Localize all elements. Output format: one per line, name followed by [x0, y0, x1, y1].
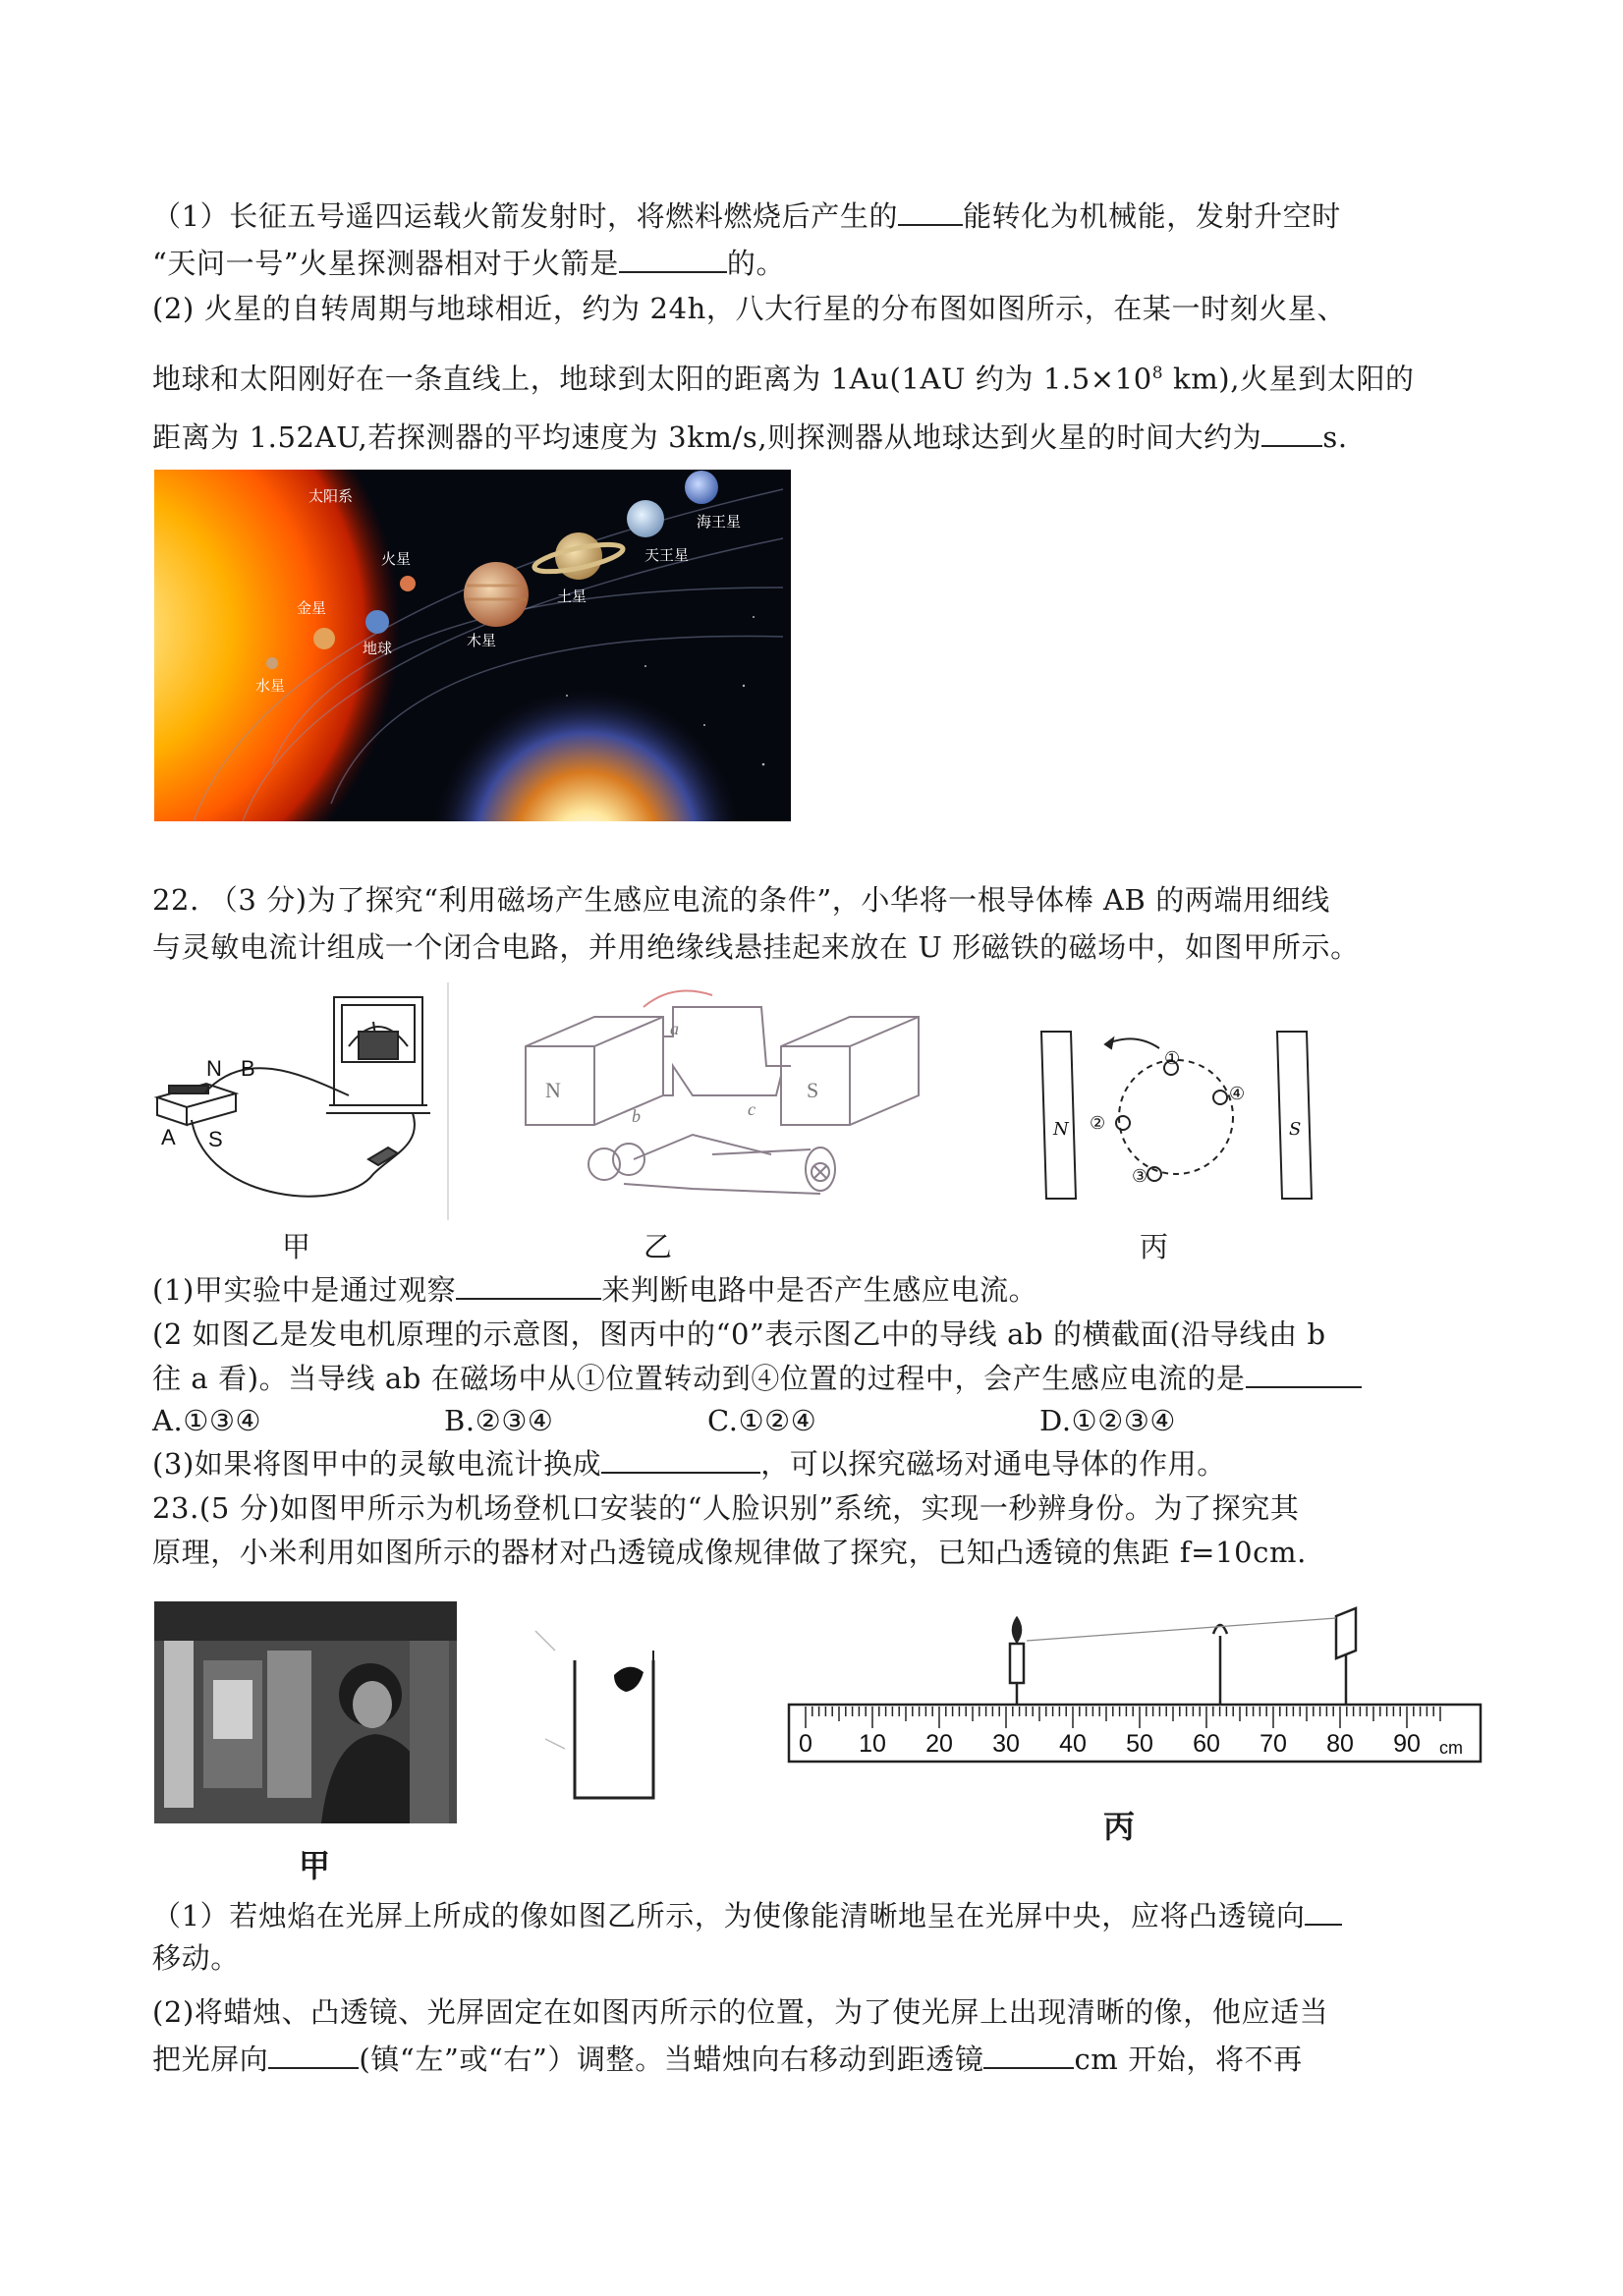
ruler-tick-label: 50 — [1126, 1730, 1153, 1758]
ruler-tick-label: 70 — [1259, 1730, 1287, 1758]
ruler-unit: cm — [1439, 1738, 1463, 1758]
bing-label-s: S — [1289, 1119, 1302, 1140]
answer-blank[interactable] — [1305, 1898, 1342, 1926]
yi-label-a: a — [670, 1019, 679, 1038]
ruler-tick-label: 60 — [1193, 1730, 1220, 1758]
caption-bing-23: 丙 — [1103, 1808, 1136, 1845]
caption-jia-23: 甲 — [299, 1847, 331, 1884]
solar-system-image — [154, 470, 791, 821]
candle — [1010, 1644, 1024, 1683]
generator-diagram — [516, 987, 928, 1223]
saturn-label: 土星 — [557, 588, 588, 605]
text: 地球和太阳刚好在一条直线上，地球到太阳的距离为 1Au(1AU 约为 1.5×10 — [152, 362, 1152, 396]
ruler-tick-label: 90 — [1393, 1730, 1421, 1758]
yi-label-b: b — [632, 1106, 641, 1126]
figure-bing-optical-bench — [781, 1596, 1488, 1798]
exponent: 8 — [1151, 364, 1164, 383]
answer-blank[interactable] — [983, 2042, 1074, 2069]
q22-intro-line1: 22. （3 分)为了探究“利用磁场产生感应电流的条件”，小华将一根导体棒 AB 的两端用细线 — [152, 883, 1330, 917]
screen-diagram — [516, 1592, 673, 1808]
bing-position-2: ② — [1090, 1113, 1106, 1134]
neptune-label: 海王星 — [697, 513, 742, 531]
text: ，可以探究磁场对通电导体的作用。 — [760, 1447, 1226, 1481]
jupiter-planet — [464, 562, 529, 627]
q22-option-b[interactable]: B.②③④ — [444, 1404, 554, 1437]
answer-blank[interactable] — [1246, 1361, 1362, 1388]
answer-blank[interactable] — [898, 198, 963, 226]
divider — [447, 982, 449, 1220]
text: km),火星到太阳的 — [1163, 362, 1415, 396]
jia-label-s: S — [208, 1127, 223, 1151]
text: (镇“左”或“右”）调整。当蜡烛向右移动到距透镜 — [359, 2043, 984, 2076]
mars-label: 火星 — [381, 550, 412, 568]
q22-question3 — [152, 1446, 1226, 1482]
q22-option-c[interactable]: C.①②④ — [707, 1404, 817, 1437]
text: 往 a 看)。当导线 ab 在磁场中从①位置转动到④位置的过程中，会产生感应电流的是 — [152, 1362, 1246, 1395]
text: s. — [1322, 420, 1348, 454]
q23-intro-line1: 23.(5 分)如图甲所示为机场登机口安装的“人脸识别”系统，实现一秒辨身份。为了探究其 — [152, 1491, 1300, 1525]
light-screen — [1336, 1608, 1356, 1658]
q21-part1-line1 — [152, 198, 1341, 234]
q23-question2-line2 — [152, 2042, 1303, 2077]
photo-image — [154, 1601, 457, 1823]
jia-label-a: A — [161, 1125, 176, 1149]
text: (1)甲实验中是通过观察 — [152, 1273, 457, 1307]
optical-bench-diagram — [781, 1596, 1488, 1798]
solar-title-label: 太阳系 — [308, 487, 354, 505]
text: 距离为 1.52AU,若探测器的平均速度为 3km/s,则探测器从地球达到火星的时间大约为 — [152, 420, 1262, 454]
figure-jia-galvanometer-setup — [147, 987, 442, 1223]
earth-planet — [365, 610, 389, 634]
uranus-label: 天王星 — [644, 546, 690, 564]
face-recognition-photo — [154, 1601, 457, 1823]
q23-question1-line1 — [152, 1898, 1342, 1933]
ruler-tick-label: 0 — [799, 1730, 812, 1758]
ruler-tick-label: 40 — [1059, 1730, 1087, 1758]
text: (3)如果将图甲中的灵敏电流计换成 — [152, 1447, 602, 1481]
mercury-planet — [266, 657, 278, 669]
answer-blank[interactable] — [268, 2042, 359, 2069]
q23-question1-line2: 移动。 — [152, 1941, 240, 1975]
q23-intro-line2: 原理，小米利用如图所示的器材对凸透镜成像规律做了探究，已知凸透镜的焦距 f=10cm. — [152, 1536, 1307, 1569]
yi-label-c: c — [748, 1099, 756, 1119]
answer-blank[interactable] — [601, 1446, 760, 1474]
q22-option-d[interactable]: D.①②③④ — [1039, 1404, 1177, 1437]
answer-blank[interactable] — [619, 246, 727, 273]
caption-yi: 乙 — [644, 1230, 673, 1263]
neptune-planet — [685, 471, 718, 504]
text: 来判断电路中是否产生感应电流。 — [601, 1273, 1038, 1307]
text: 把光屏向 — [152, 2043, 269, 2076]
mars-planet — [400, 576, 416, 591]
solar-system-figure — [154, 470, 791, 821]
q22-option-a[interactable]: A.①③④ — [152, 1404, 262, 1437]
text: “天问一号”火星探测器相对于火箭是 — [152, 247, 619, 280]
mercury-label: 水星 — [255, 677, 286, 695]
ruler-tick-label: 20 — [925, 1730, 953, 1758]
q21-part2-line2 — [152, 356, 1415, 397]
text: （1）长征五号遥四运载火箭发射时，将燃料燃烧后产生的 — [152, 199, 899, 233]
venus-planet — [313, 628, 335, 649]
q21-part1-line2 — [152, 246, 785, 281]
bing-label-n: N — [1053, 1119, 1069, 1140]
jupiter-label: 木星 — [467, 632, 497, 649]
jia-label-b: B — [241, 1056, 255, 1081]
candle-flame — [1013, 1618, 1021, 1642]
galvanometer-diagram — [147, 987, 442, 1223]
venus-label: 金星 — [297, 599, 327, 617]
q22-question2-line1: (2 如图乙是发电机原理的示意图，图丙中的“0”表示图乙中的导线 ab 的横截面(沿导线由 b — [152, 1317, 1326, 1351]
q22-intro-line2: 与灵敏电流计组成一个闭合电路，并用绝缘线悬挂起来放在 U 形磁铁的磁场中，如图甲所示。 — [152, 930, 1360, 964]
q21-part2-line3 — [152, 420, 1348, 455]
q22-question2-line2 — [152, 1361, 1362, 1396]
ruler-tick-label: 30 — [992, 1730, 1020, 1758]
jia-label-n: N — [206, 1056, 222, 1081]
ruler-tick-label: 80 — [1326, 1730, 1354, 1758]
text: 能转化为机械能，发射升空时 — [963, 199, 1341, 233]
q23-question2-line1: (2)将蜡烛、凸透镜、光屏固定在如图丙所示的位置，为了使光屏上出现清晰的像，他应适当 — [152, 1995, 1329, 2029]
q22-question1 — [152, 1272, 1037, 1308]
figure-bing-cross-section — [1036, 987, 1321, 1223]
answer-blank[interactable] — [1261, 420, 1322, 447]
bing-position-1: ① — [1164, 1048, 1181, 1069]
caption-jia: 甲 — [282, 1230, 311, 1263]
earth-label: 地球 — [363, 640, 393, 657]
figure-yi-screen — [516, 1592, 673, 1808]
figure-yi-generator — [516, 987, 928, 1223]
yi-label-s: S — [807, 1078, 819, 1102]
cross-section-diagram — [1036, 987, 1321, 1223]
q21-part2-line1: (2) 火星的自转周期与地球相近，约为 24h，八大行星的分布图如图所示，在某一时刻火星、 — [152, 292, 1347, 325]
uranus-planet — [627, 500, 664, 537]
bing-position-4: ④ — [1229, 1084, 1246, 1104]
answer-blank[interactable] — [456, 1272, 601, 1300]
ruler-tick-label: 10 — [859, 1730, 886, 1758]
text: （1）若烛焰在光屏上所成的像如图乙所示，为使像能清晰地呈在光屏中央，应将凸透镜向 — [152, 1899, 1306, 1932]
text: cm 开始，将不再 — [1074, 2043, 1303, 2076]
bing-position-3: ③ — [1132, 1166, 1148, 1187]
yi-label-n: N — [545, 1078, 561, 1102]
text: 的。 — [726, 247, 786, 280]
caption-bing: 丙 — [1140, 1230, 1169, 1263]
